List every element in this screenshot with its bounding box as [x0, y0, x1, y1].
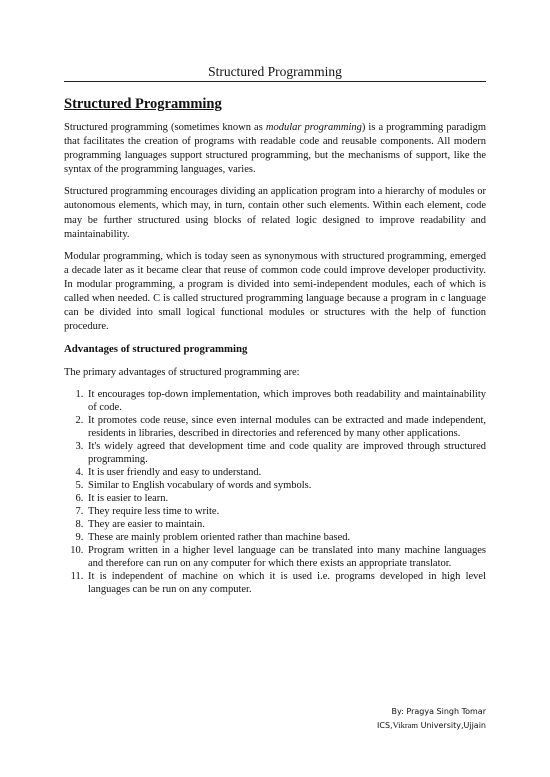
institution-suffix: University,Ujjain [418, 720, 486, 730]
list-item: 3. It's widely agreed that development time and code quality are improved through structured programming. [86, 440, 486, 466]
intro-paragraph [64, 121, 486, 177]
institution-line [377, 719, 486, 733]
advantages-intro: The primary advantages of structured programming are: [64, 367, 300, 379]
page-title: Structured Programming [64, 96, 222, 112]
list-item: 6. It is easier to learn. [86, 492, 486, 505]
main-content [64, 96, 486, 596]
intro-text-end: ) is a programming paradigm that facilitates the creation of programs with readable code and reusable components. All modern programming languages support structured programming, but the mechanisms of support, like the syntax of the programming languages, varies. [64, 122, 487, 176]
intro-emphasis: modular programming [265, 122, 362, 133]
list-item: 7. They require less time to write. [86, 505, 486, 518]
list-item: 2. It promotes code reuse, since even internal modules can be extracted and made independent, residents in libraries, described in directories and referenced by many other applications. [86, 414, 486, 440]
list-item: 8. They are easier to maintain. [86, 518, 486, 531]
list-item: 4. It is user friendly and easy to understand. [86, 466, 486, 479]
advantages-heading: Advantages of structured programming [64, 343, 248, 356]
header-rule [64, 81, 486, 82]
author-line: By: Pragya Singh Tomar [391, 707, 486, 716]
paragraph-hierarchy: Structured programming encourages dividing an application program into a hierarchy of modules or autonomous elements, which may, in turn, contain other such elements. Within each element, code may be further structured using blocks of related logic designed to improve readability and maintainability. [64, 186, 486, 240]
institution-name-serif: Vikram [392, 719, 419, 730]
intro-text-start: Structured programming (sometimes known as [64, 122, 266, 133]
list-item: 11. It is independent of machine on which it is used i.e. programs developed in high level languages can be run on any computer. [86, 570, 486, 596]
institution-prefix: ICS, [377, 720, 393, 730]
running-header: Structured Programming [208, 64, 342, 79]
advantages-list [64, 388, 486, 596]
list-item: 5. Similar to English vocabulary of words and symbols. [86, 479, 486, 492]
list-item: 1. It encourages top-down implementation, which improves both readability and maintainability of code. [86, 388, 486, 414]
list-item: 9. These are mainly problem oriented rather than machine based. [86, 531, 486, 544]
footer-credit [377, 706, 486, 732]
list-item: 10. Program written in a higher level language can be translated into many machine languages and therefore can run on any computer for which there exists an appropriate translator. [86, 544, 486, 570]
paragraph-modular: Modular programming, which is today seen as synonymous with structured programming, emerged a decade later as it became clear that reuse of common code could improve developer productivity. In modular programming, a program is divided into semi-independent modules, each of which is called when needed. C is called structured programming language because a program in c language can be divided into small logical functional modules or structures with the help of function procedure. [64, 250, 486, 333]
